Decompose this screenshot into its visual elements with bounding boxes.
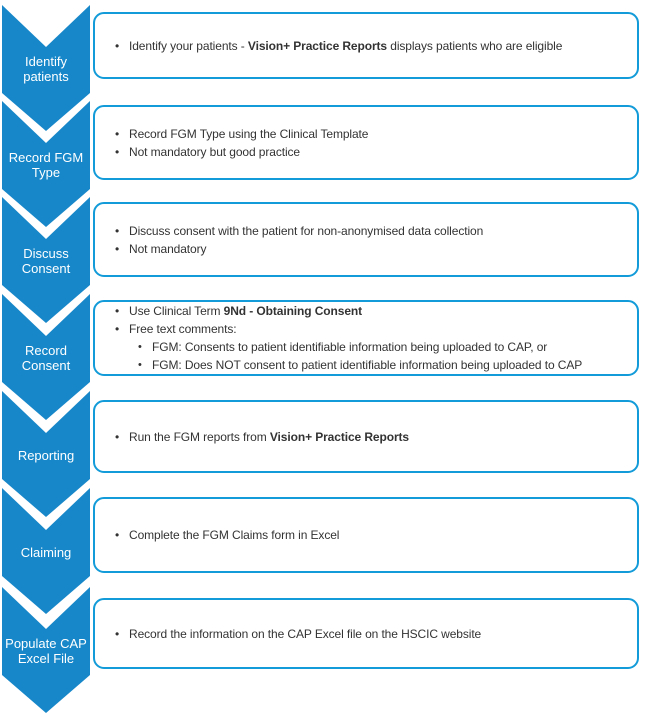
bullet-item [107, 240, 629, 258]
bullet-item [107, 625, 629, 643]
step-bullet-list [107, 428, 629, 446]
step-detail-box [93, 202, 639, 277]
bullet-item [107, 125, 629, 143]
step-bullet-list [107, 222, 629, 258]
step-detail-box [93, 400, 639, 473]
bullet-item [107, 143, 629, 161]
step-detail-box [93, 300, 639, 376]
step-label: Record Consent [21, 343, 71, 373]
bullet-item [107, 320, 629, 338]
bullet-text-segment: Vision+ Practice Reports [269, 429, 409, 444]
bullet-text-segment: Record FGM Type using the Clinical Template [129, 126, 369, 141]
step-label: Claiming [20, 544, 72, 560]
step-label: Discuss Consent [21, 246, 71, 276]
bullet-text-segment: Not mandatory but good practice [129, 144, 300, 159]
bullet-text-segment: Free text comments: [129, 322, 237, 336]
bullet-item [130, 338, 629, 356]
step-detail-box [93, 598, 639, 669]
bullet-item [107, 222, 629, 240]
step-bullet-list [107, 37, 629, 55]
bullet-text-segment: Complete the FGM Claims form in Excel [129, 528, 340, 542]
bullet-text-segment: Identify your patients - [129, 38, 248, 53]
step-label: Identify patients [23, 54, 69, 84]
bullet-text-segment: FGM: Does NOT consent to patient identifiable information being uploaded to CAP [152, 358, 583, 372]
step-label: Reporting [17, 447, 75, 463]
step-bullet-list [107, 302, 629, 374]
step-bullet-list [107, 526, 629, 544]
step-label: Record FGM Type [8, 150, 84, 180]
bullet-text-segment: FGM: Consents to patient identifiable information being uploaded to CAP, or [152, 340, 548, 354]
step-detail-box [93, 497, 639, 573]
step-detail-box [93, 105, 639, 180]
bullet-text-segment: Not mandatory [129, 241, 207, 256]
bullet-text-segment: Record the information on the CAP Excel file on the HSCIC website [129, 626, 482, 641]
bullet-item [130, 356, 629, 374]
bullet-item [107, 428, 629, 446]
step-label: Populate CAP Excel File [5, 636, 87, 666]
bullet-text-segment: Vision+ Practice Reports [247, 38, 388, 53]
bullet-text-segment: Use Clinical Term [129, 304, 224, 318]
bullet-item [107, 302, 629, 320]
step-bullet-list [107, 625, 629, 643]
bullet-text-segment: Discuss consent with the patient for non-anonymised data collection [129, 223, 484, 238]
step-bullet-list [107, 125, 629, 161]
bullet-text-segment: displays patients who are eligible [387, 38, 563, 53]
bullet-text-segment: Run the FGM reports from [129, 429, 270, 444]
bullet-item [107, 526, 629, 544]
step-detail-box [93, 12, 639, 79]
bullet-item [107, 37, 629, 55]
bullet-text-segment: 9Nd - Obtaining Consent [223, 304, 363, 318]
